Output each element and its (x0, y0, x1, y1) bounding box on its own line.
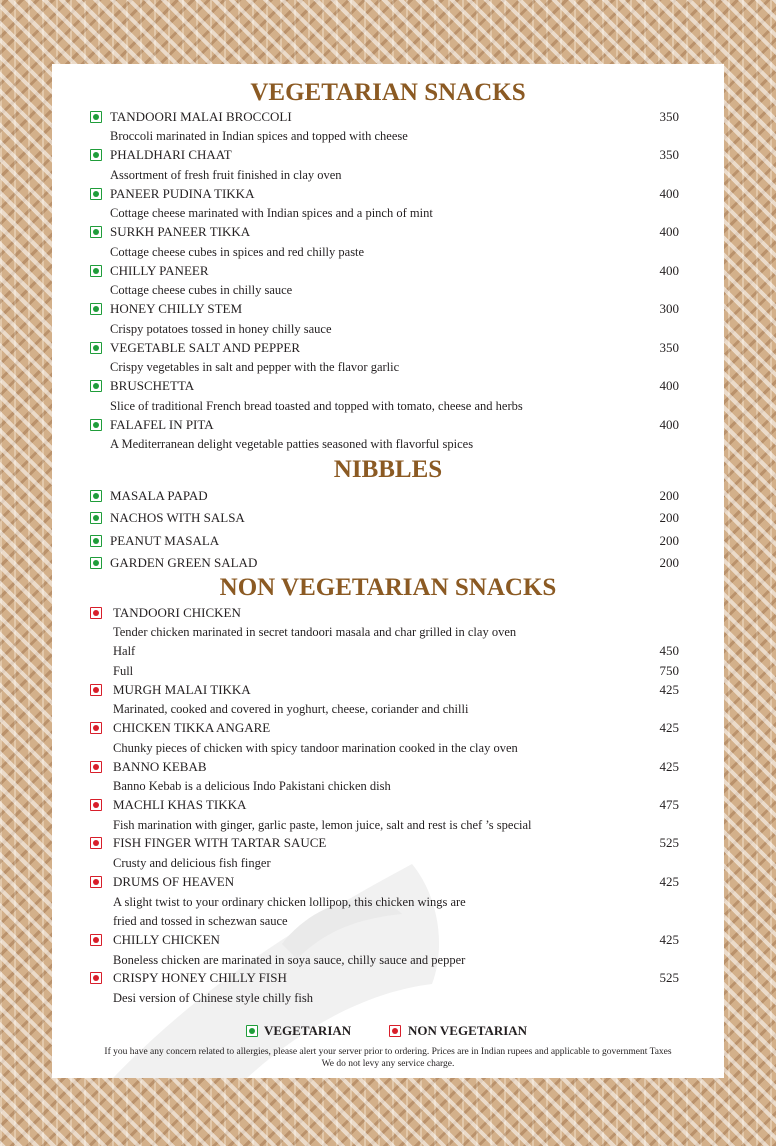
item-name: NACHOS WITH SALSA (110, 510, 245, 525)
veg-icon (90, 512, 102, 524)
item-description: Banno Kebab is a delicious Indo Pakistani chicken dish (113, 779, 391, 793)
item-description: Broccoli marinated in Indian spices and topped with cheese (110, 129, 408, 143)
item-description: Crispy vegetables in salt and pepper with the flavor garlic (110, 360, 400, 374)
item-description: Boneless chicken are marinated in soya sauce, chilly sauce and pepper (113, 953, 466, 967)
item-price: 400 (659, 378, 679, 393)
item-description: Crispy potatoes tossed in honey chilly sauce (110, 322, 332, 336)
item-description: Cottage cheese cubes in spices and red chilly paste (110, 245, 365, 259)
portion-half-label: Half (113, 644, 136, 658)
item-price: 425 (659, 720, 679, 735)
veg-icon (90, 149, 102, 161)
veg-icon (90, 557, 102, 569)
item-price: 475 (659, 797, 679, 812)
veg-icon (90, 490, 102, 502)
item-description: Marinated, cooked and covered in yoghurt, cheese, coriander and chilli (113, 702, 469, 716)
item-price: 525 (659, 835, 679, 850)
veg-icon (90, 342, 102, 354)
item-description: Cottage cheese cubes in chilly sauce (110, 283, 293, 297)
non-veg-icon (389, 1025, 401, 1037)
non-veg-icon (90, 684, 102, 696)
item-price: 200 (659, 510, 679, 525)
item-name: DRUMS OF HEAVEN (113, 874, 235, 889)
item-price: 350 (659, 340, 679, 355)
item-name: VEGETABLE SALT AND PEPPER (110, 340, 301, 355)
non-veg-icon (90, 722, 102, 734)
item-name: CRISPY HONEY CHILLY FISH (113, 970, 287, 985)
legend-veg-label: VEGETARIAN (264, 1023, 352, 1038)
item-price: 400 (659, 263, 679, 278)
veg-icon (90, 419, 102, 431)
item-description: Chunky pieces of chicken with spicy tandoor marination cooked in the clay oven (113, 741, 518, 755)
item-price: 200 (659, 555, 679, 570)
item-price: 400 (659, 186, 679, 201)
non-veg-icon (90, 934, 102, 946)
item-price: 350 (659, 109, 679, 124)
section-title-veg: VEGETARIAN SNACKS (250, 79, 526, 106)
item-name: TANDOORI CHICKEN (113, 605, 241, 620)
item-price: 350 (659, 147, 679, 162)
item-description-continued: fried and tossed in schezwan sauce (113, 914, 288, 928)
item-price: 400 (659, 224, 679, 239)
item-name: MURGH MALAI TIKKA (113, 682, 251, 697)
item-name: TANDOORI MALAI BROCCOLI (110, 109, 292, 124)
item-price: 200 (659, 533, 679, 548)
item-name: CHILLY CHICKEN (113, 932, 220, 947)
item-name: BANNO KEBAB (113, 759, 207, 774)
legend-nonveg-label: NON VEGETARIAN (408, 1023, 528, 1038)
item-name: FISH FINGER WITH TARTAR SAUCE (113, 835, 327, 850)
item-name: SURKH PANEER TIKKA (110, 224, 251, 239)
non-veg-icon (90, 837, 102, 849)
veg-icon (90, 111, 102, 123)
veg-icon (90, 188, 102, 200)
item-name: FALAFEL IN PITA (110, 417, 214, 432)
item-name: CHILLY PANEER (110, 263, 209, 278)
veg-icon (90, 535, 102, 547)
item-description: Tender chicken marinated in secret tandoori masala and char grilled in clay oven (113, 625, 517, 639)
non-veg-icon (90, 972, 102, 984)
item-name: HONEY CHILLY STEM (110, 301, 243, 316)
portion-full-price: 750 (659, 663, 679, 678)
item-price: 425 (659, 682, 679, 697)
item-price: 425 (659, 874, 679, 889)
non-veg-icon (90, 607, 102, 619)
item-description: Fish marination with ginger, garlic paste, lemon juice, salt and rest is chef ’s special (113, 818, 532, 832)
item-name: PHALDHARI CHAAT (110, 147, 232, 162)
menu-panel (52, 64, 724, 1078)
item-description: Desi version of Chinese style chilly fish (113, 991, 313, 1005)
non-veg-icon (90, 876, 102, 888)
veg-icon (90, 226, 102, 238)
item-name: CHICKEN TIKKA ANGARE (113, 720, 271, 735)
veg-icon (90, 303, 102, 315)
item-price: 425 (659, 932, 679, 947)
non-veg-icon (90, 799, 102, 811)
item-name: MACHLI KHAS TIKKA (113, 797, 247, 812)
item-description: Slice of traditional French bread toasted and topped with tomato, cheese and herbs (110, 399, 523, 413)
item-description: Crusty and delicious fish finger (113, 856, 271, 870)
service-charge-notice: We do not levy any service charge. (321, 1059, 455, 1069)
item-price: 200 (659, 488, 679, 503)
allergy-notice: If you have any concern related to allergies, please alert your server prior to ordering. Prices are in Indian rupees and applicable to government Taxes (104, 1047, 672, 1057)
item-name: PEANUT MASALA (110, 533, 220, 548)
item-description: A Mediterranean delight vegetable patties seasoned with flavorful spices (110, 437, 474, 451)
item-price: 525 (659, 970, 679, 985)
item-name: BRUSCHETTA (110, 378, 195, 393)
item-description: Assortment of fresh fruit finished in clay oven (110, 168, 342, 182)
item-name: GARDEN GREEN SALAD (110, 555, 258, 570)
veg-icon (90, 265, 102, 277)
veg-icon (246, 1025, 258, 1037)
item-description: Cottage cheese marinated with Indian spices and a pinch of mint (110, 206, 433, 220)
veg-icon (90, 380, 102, 392)
section-title-nibbles: NIBBLES (333, 456, 443, 483)
item-description: A slight twist to your ordinary chicken lollipop, this chicken wings are (113, 895, 466, 909)
item-name: PANEER PUDINA TIKKA (110, 186, 255, 201)
item-price: 300 (659, 301, 679, 316)
item-price: 400 (659, 417, 679, 432)
portion-half-price: 450 (659, 643, 679, 658)
item-name: MASALA PAPAD (110, 488, 208, 503)
item-price: 425 (659, 759, 679, 774)
portion-full-label: Full (113, 664, 134, 678)
section-title-nonveg: NON VEGETARIAN SNACKS (219, 574, 557, 601)
non-veg-icon (90, 761, 102, 773)
